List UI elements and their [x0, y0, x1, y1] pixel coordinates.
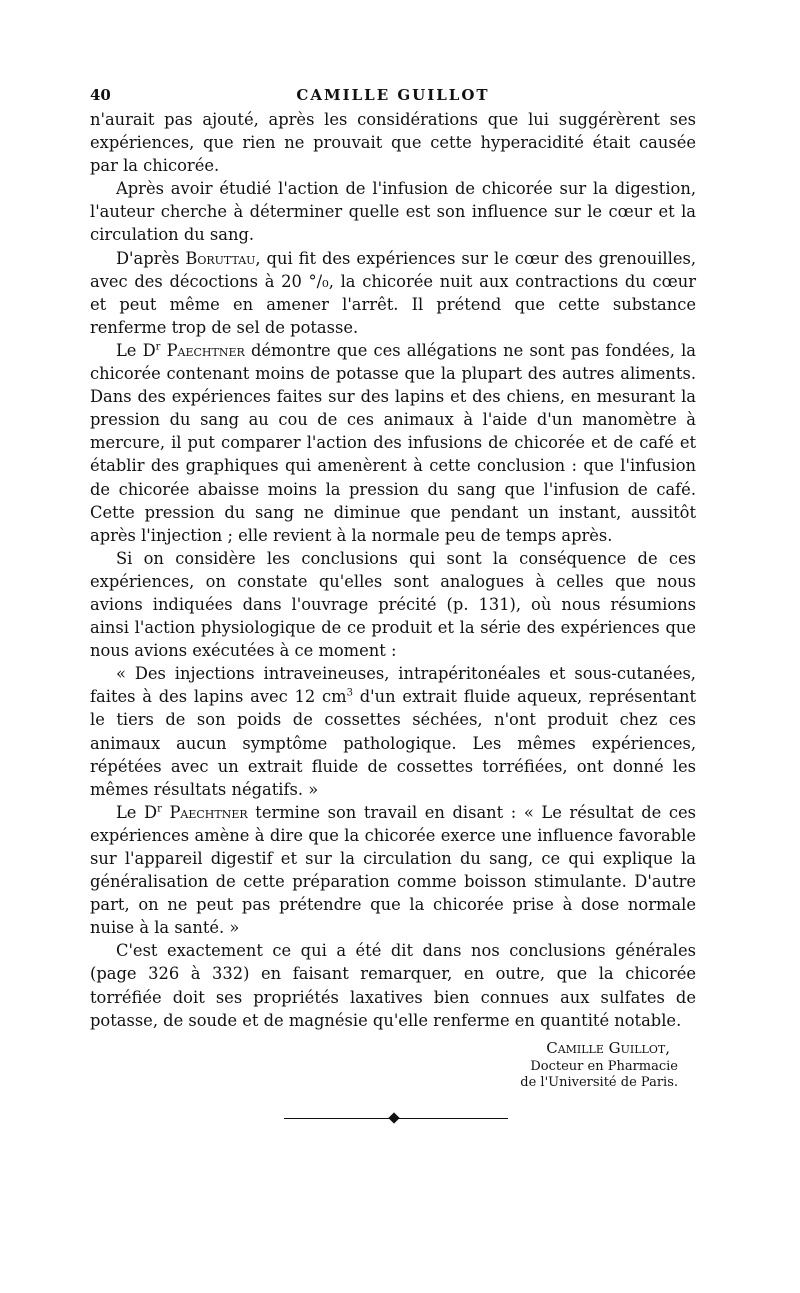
author-name-boruttau: Boruttau	[185, 248, 256, 268]
paragraph-3-text-a: D'après	[116, 248, 186, 268]
document-page	[90, 82, 696, 1125]
body-text	[90, 108, 696, 1032]
paragraph-6-text-a: « Des injections intraveineuses, intrapéritonéales et sous-cutanées, faites à des lapins avec 12 cm	[90, 664, 696, 707]
paragraph-4	[90, 339, 696, 547]
paragraph-7-text: termine son travail en disant : « Le résultat de ces expériences amène à dire que la chicorée exerce une influence favorable sur l'appareil digestif et sur la circulation du sang, ce qui explique la généralisation de cette préparation comme boisson stimulante. D'autre part, on ne peut pas prétendre que la chicorée prise à dose normale nuise à la santé. »	[90, 802, 697, 938]
paragraph-6-text-b: d'un extrait fluide aqueux, représentant le tiers de son poids de cossettes séchées, n'ont produit chez ces animaux aucun symptôme pathologique. Les mêmes expériences, répétées avec un extrait fluide de cossettes torréfiées, ont donné les mêmes résultats négatifs. »	[90, 687, 696, 799]
paragraph-6-quote	[90, 662, 696, 801]
paragraph-7-superscript: r	[157, 803, 162, 815]
paragraph-4-superscript: r	[155, 341, 161, 353]
paragraph-8: C'est exactement ce qui a été dit dans nos conclusions générales (page 326 à 332) en faisant remarquer, en outre, que la chicorée torréfiée doit ses propriétés laxatives bien connues aux sulfates de potasse, de soude et de magnésie qu'elle renferme en quantité notable.	[90, 941, 696, 1030]
signature-block	[90, 1038, 696, 1091]
end-ornament	[284, 1113, 508, 1125]
signature-title: Docteur en Pharmacie	[530, 1058, 678, 1074]
page-number: 40	[90, 86, 111, 104]
paragraph-7	[90, 801, 696, 940]
paragraph-1: n'aurait pas ajouté, après les considérations que lui suggérèrent ses expériences, que rien ne prouvait que cette hyperacidité était causée par la chicorée.	[90, 110, 696, 176]
signature-affiliation: de l'Université de Paris.	[520, 1074, 678, 1090]
paragraph-4-prefix: Le D	[116, 340, 156, 360]
author-name-paechtner: Paechtner	[160, 340, 245, 360]
running-title: CAMILLE GUILLOT	[296, 86, 490, 104]
paragraph-6-superscript: 3	[346, 687, 353, 699]
running-header	[90, 82, 696, 108]
author-name-paechtner-2: Paechtner	[161, 802, 248, 822]
paragraph-3	[90, 247, 696, 339]
paragraph-7-prefix: Le D	[116, 802, 158, 822]
diamond-ornament-icon	[388, 1112, 399, 1123]
paragraph-5: Si on considère les conclusions qui sont la conséquence de ces expériences, on constate qu'elles sont analogues à celles que nous avions indiquées dans l'ouvrage précité (p. 131), où nous résumions ainsi l'action physiologique de ce produit et la série des expériences que nous avions exécutées à ce moment :	[90, 548, 696, 661]
paragraph-4-text: démontre que ces allégations ne sont pas fondées, la chicorée contenant moins de potasse que la plupart des autres aliments. Dans des expériences faites sur des lapins et des chiens, en mesurant la pression du sang au cou de ces animaux à l'aide d'un manomètre à mercure, il put comparer l'action des infusions de chicorée et de café et établir des graphiques qui amenèrent à cette conclusion : que l'infusion de chicorée abaisse moins la pression du sang que l'infusion de café. Cette pression du sang ne diminue que pendant un instant, aussitôt après l'injection ; elle revient à la normale peu de temps après.	[90, 340, 696, 545]
signature-name: Camille Guillot,	[546, 1038, 670, 1057]
paragraph-2: Après avoir étudié l'action de l'infusion de chicorée sur la digestion, l'auteur cherche à déterminer quelle est son influence sur le cœur et la circulation du sang.	[90, 179, 696, 245]
paragraph-3-text-b: , qui fit des expériences sur le cœur des grenouilles, avec des décoctions à 20 °/₀, la chicorée nuit aux contractions du cœur et peut même en amener l'arrêt. Il prétend que cette substance renferme trop de sel de potasse.	[90, 248, 696, 337]
